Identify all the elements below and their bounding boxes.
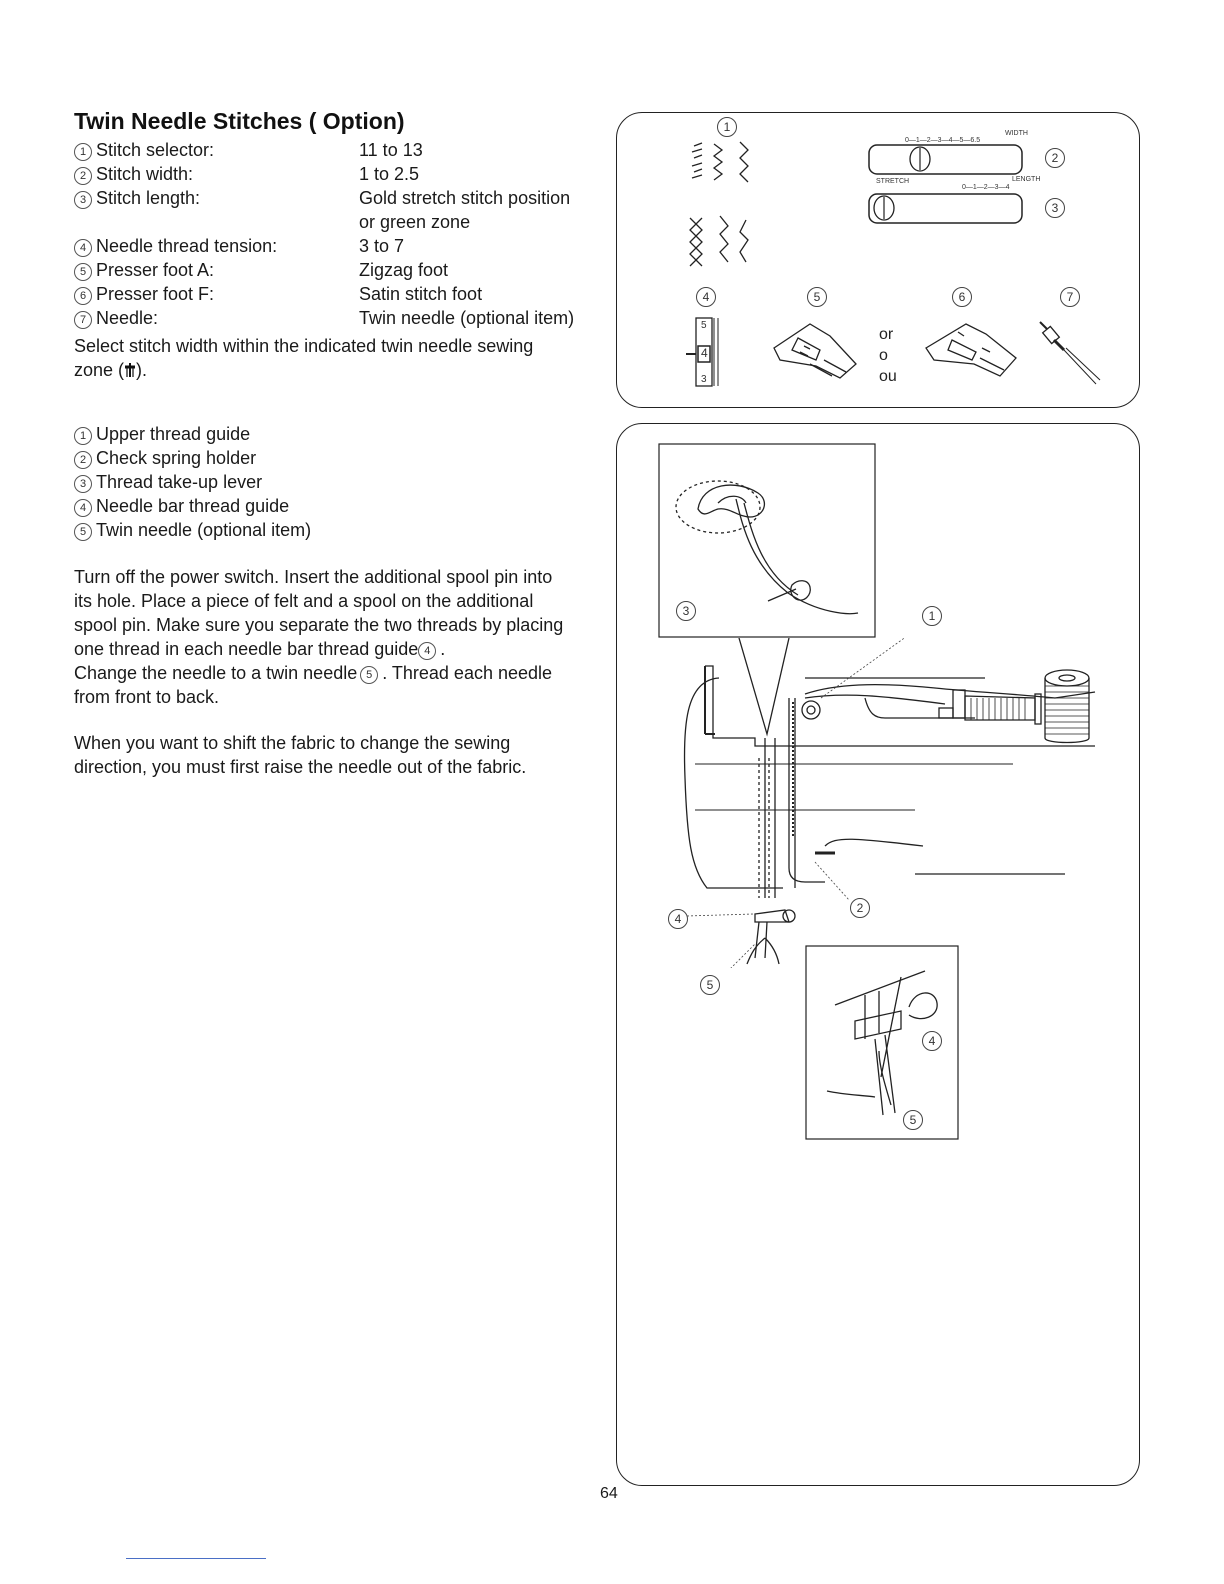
callout-number: 2 [74,167,92,185]
callout-number: 4 [418,642,436,660]
setting-label: Needle: [96,308,159,328]
setting-row [74,210,470,234]
setting-row [74,258,448,282]
sewing-machine-threading-drawing [655,638,1125,968]
callout-4: 4 [922,1031,942,1051]
callout-3: 3 [1045,198,1065,218]
stretch-label: STRETCH [876,178,910,185]
callout-7: 7 [1060,287,1080,307]
tension-mark-4: 4 [701,346,708,360]
list-item: 1 Upper thread guide [74,422,311,446]
length-scale: 0—1—2—3—4 [962,184,1010,191]
twin-needle-zone-icon [124,362,136,378]
callout-number: 3 [74,191,92,209]
tension-mark-3: 3 [701,374,707,385]
width-scale: 0—1—2—3—4—5—6.5 [905,137,981,144]
list-item: 2 Check spring holder [74,446,311,470]
width-label: WIDTH [1005,130,1028,137]
callout-5: 5 [903,1110,923,1130]
setting-label: Presser foot A: [96,260,215,280]
setting-value: Zigzag foot [359,260,449,280]
callout-3: 3 [676,601,696,621]
callout-1: 1 [922,606,942,626]
zigzag-foot-icon [770,318,862,384]
callout-4: 4 [668,909,688,929]
setting-value: 1 to 2.5 [359,164,420,184]
satin-stitch-foot-icon [922,318,1022,384]
setting-label: Stitch selector: [96,140,215,160]
callout-number: 6 [74,287,92,305]
setting-row [74,282,482,306]
or-label-es: o [879,347,888,364]
length-label: LENGTH [1012,176,1041,183]
or-label-en: or [879,326,894,343]
setting-row [74,186,570,210]
callout-5: 5 [807,287,827,307]
setting-value: Gold stretch stitch position [359,188,571,208]
section-title: Twin Needle Stitches ( Option) [74,108,405,134]
footer-line [126,1558,266,1559]
setting-value: 3 to 7 [359,236,405,256]
page-number: 64 [600,1485,618,1502]
stitch-patterns-icon [680,140,780,280]
instructions: Turn off the power switch. Insert the additional spool pin into its hole. Place a piece of felt and a spool on the additional spool pin. Make sure you separate the two threads by placing one thread in each needle bar thread guide 4 . Change the needle to a twin needle 5 . Thread each needle from front to back. [74,567,564,707]
setting-row [74,234,404,258]
callout-2: 2 [1045,148,1065,168]
setting-value: 11 to 13 [359,140,423,160]
list-item: 3 Thread take-up lever [74,470,311,494]
list-item: 5 Twin needle (optional item) [74,518,311,542]
callout-number: 5 [74,263,92,281]
setting-label: Presser foot F: [96,284,215,304]
setting-label: Stitch length: [96,188,201,208]
callout-number: 4 [74,239,92,257]
shift-note: When you want to shift the fabric to change the sewing direction, you must first raise the needle out of the fabric. [74,733,527,777]
tension-mark-5: 5 [701,320,707,331]
callout-6: 6 [952,287,972,307]
callout-2: 2 [850,898,870,918]
callout-5: 5 [700,975,720,995]
length-dial-icon [868,193,1024,225]
callout-number: 5 [360,666,378,684]
parts-list [74,422,311,542]
setting-value: Twin needle (optional item) [359,308,575,328]
setting-value: or green zone [359,212,471,232]
width-note: Select stitch width within the indicated twin needle sewing zone ( ). [74,336,534,380]
setting-value: Satin stitch foot [359,284,483,304]
callout-1: 1 [717,117,737,137]
setting-row [74,138,423,162]
list-item: 4 Needle bar thread guide [74,494,311,518]
width-dial-icon [868,144,1024,176]
setting-label: Needle thread tension: [96,236,278,256]
callout-4: 4 [696,287,716,307]
setting-label: Stitch width: [96,164,194,184]
setting-row [74,162,419,186]
twin-needle-icon [1034,316,1104,388]
callout-number: 1 [74,143,92,161]
or-label-fr: ou [879,368,897,385]
setting-row [74,306,574,330]
callout-number: 7 [74,311,92,329]
